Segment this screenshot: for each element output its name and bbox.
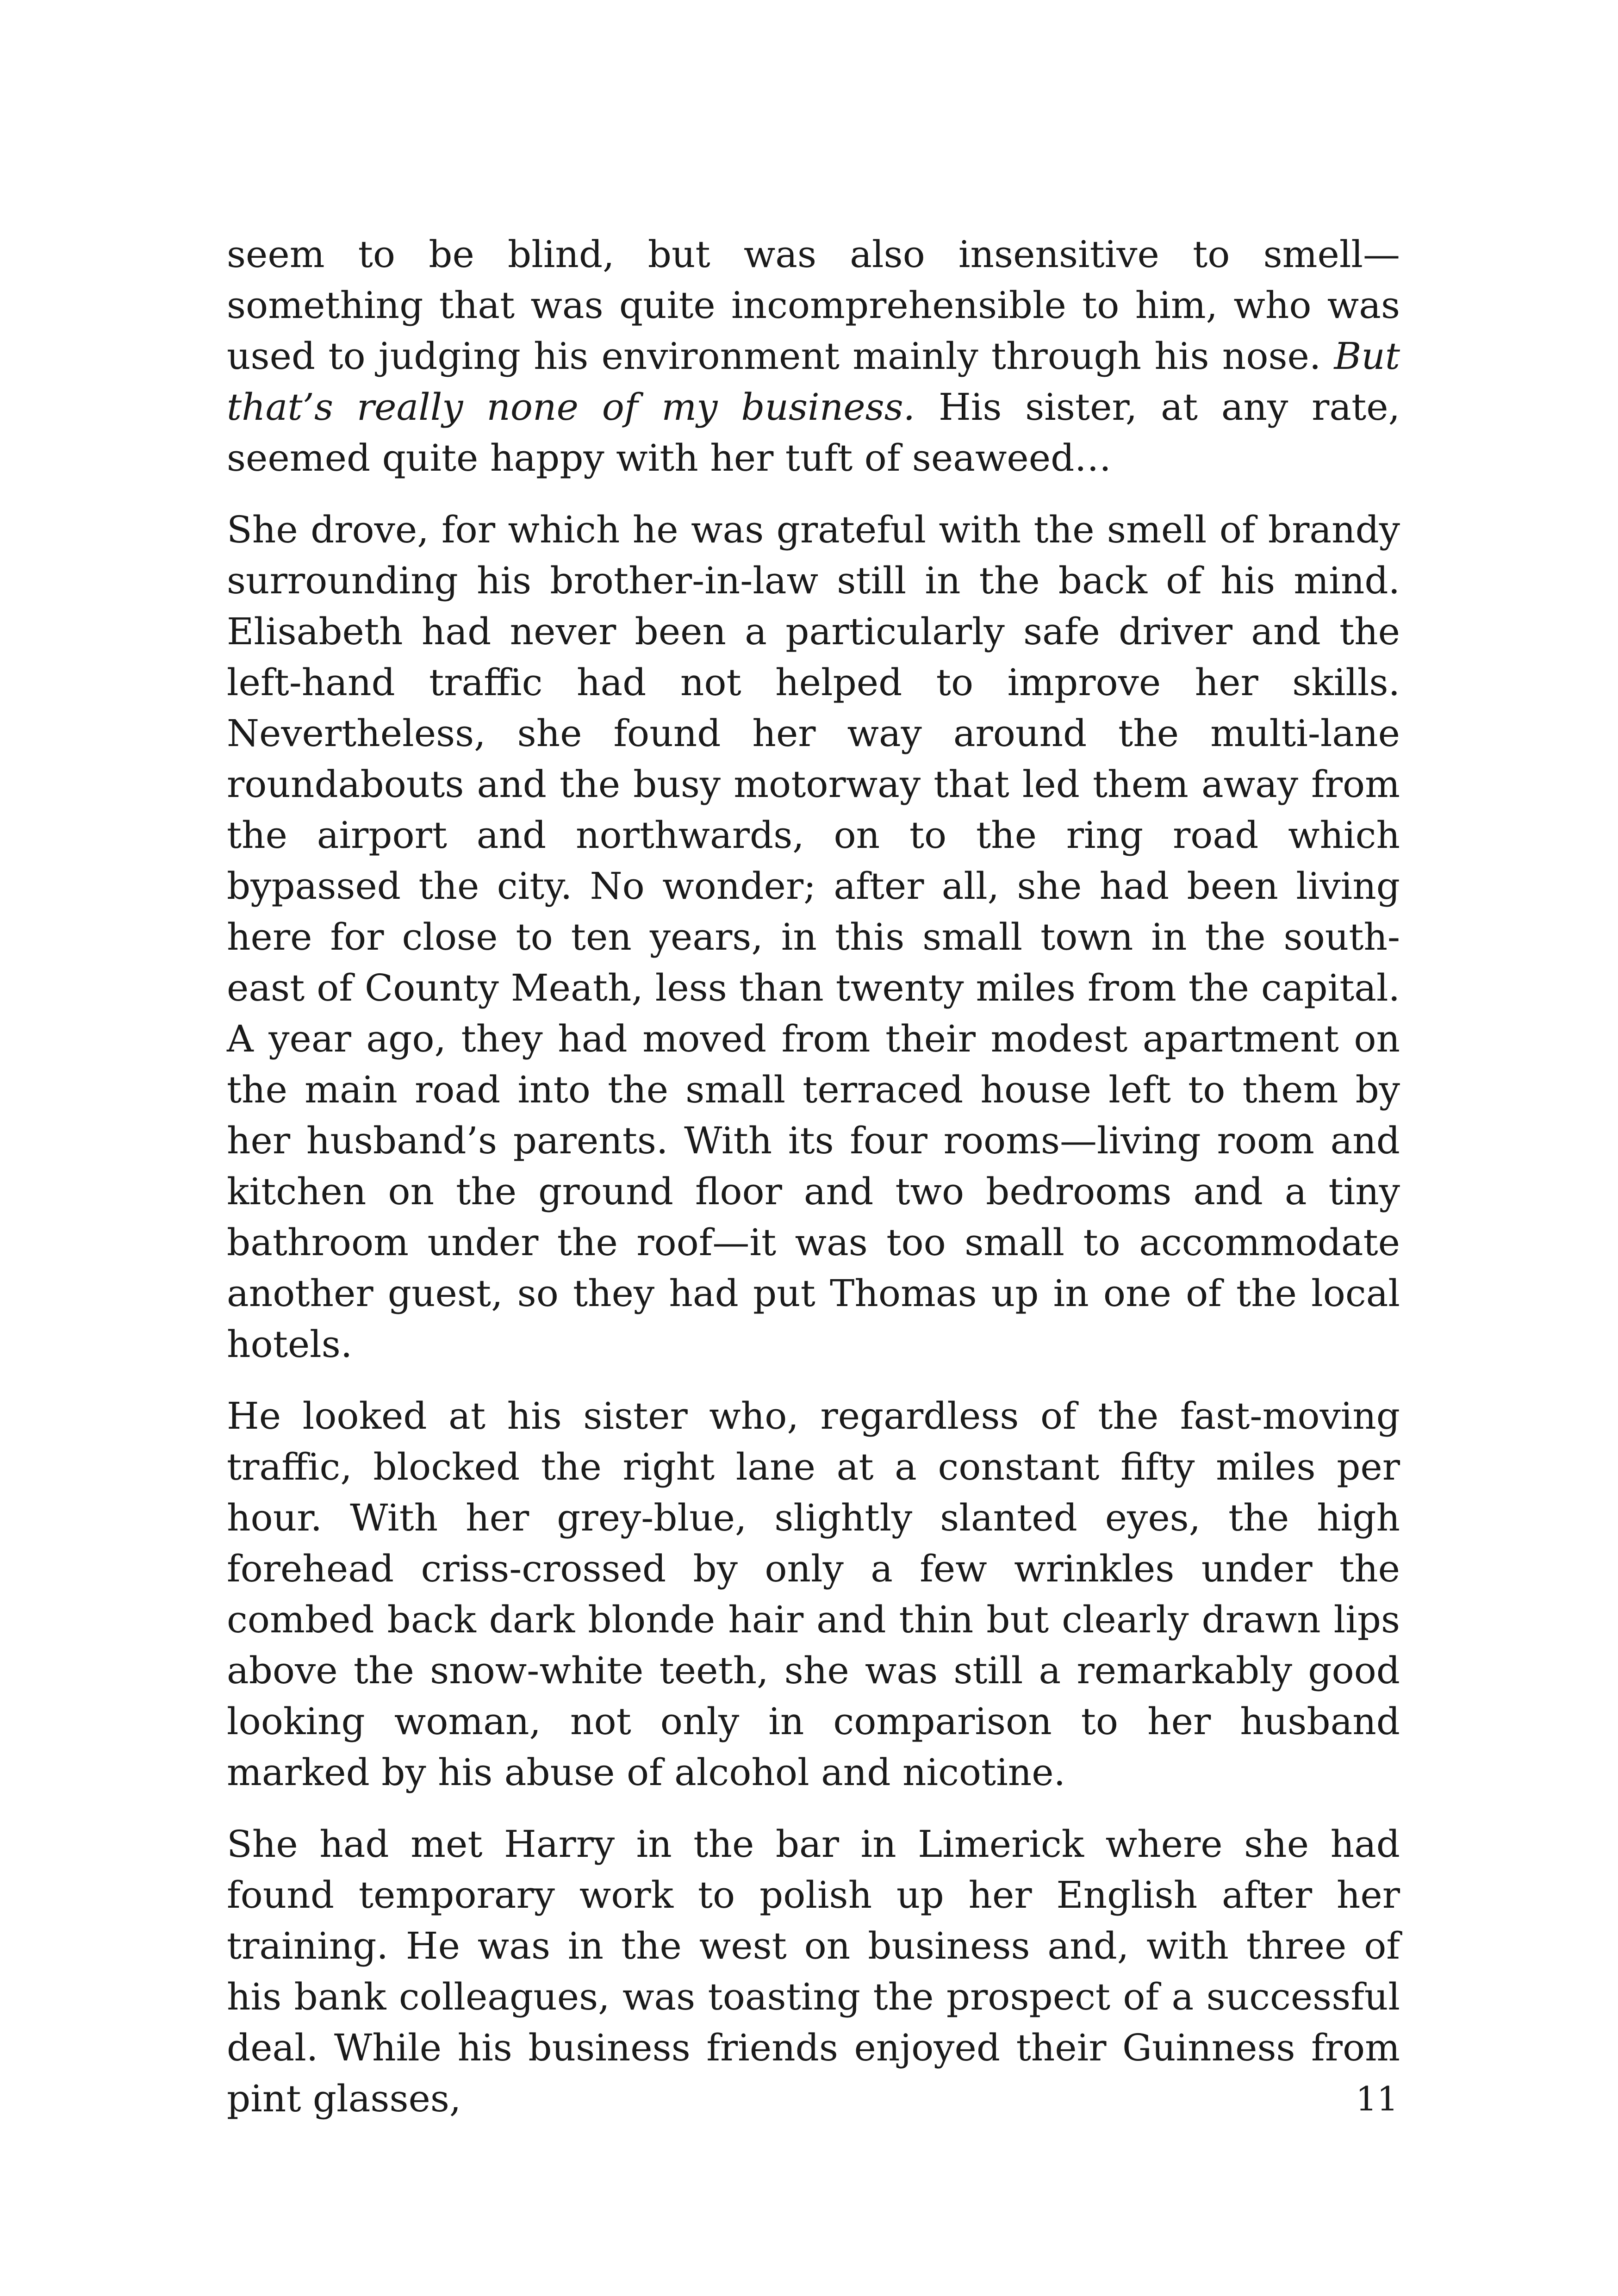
paragraph-3: He looked at his sister who, regardless of the fast-moving traffic, blocked the right lane at a constant fifty miles per hour. With her grey-blue, slightly slanted eyes, the high forehead criss-crossed by only a few wrinkles under the combed back dark blonde hair and thin but clearly drawn lips above the snow-white teeth, she was still a remarkably good looking woman, not only in comparison to her husband marked by his abuse of alcohol and nicotine. bbox=[227, 1394, 1400, 1794]
paragraph-2: She drove, for which he was grateful with the smell of brandy surrounding his brother-in-law still in the back of his mind. Elisabeth had never been a particularly safe driver and the left-hand traffic had not helped to improve her skills. Nevertheless, she found her way around the multi-lane roundabouts and the busy motorway that led them away from the airport and northwards, on to the ring road which bypassed the city. No wonder; after all, she had been living here for close to ten years, in this small town in the south-east of County Meath, less than twenty miles from the capital. A year ago, they had moved from their modest apartment on the main road into the small terraced house left to them by her husband’s parents. With its four rooms—living room and kitchen on the ground floor and two bedrooms and a tiny bathroom under the roof—it was too small to accommodate another guest, so they had put Thomas up in one of the local hotels. bbox=[227, 508, 1400, 1366]
paragraph-4: She had met Harry in the bar in Limerick where she had found temporary work to polish up her English after her training. He was in the west on business and, with three of his bank colleagues, was toasting the prospect of a successful deal. While his business friends enjoyed their Guinness from pint glasses, bbox=[227, 1823, 1400, 2120]
paragraph-1 bbox=[227, 229, 1400, 484]
body-text bbox=[227, 229, 1400, 2124]
paragraph-1-italic-thought: But that’s really none of my business. bbox=[227, 335, 1400, 429]
paragraph-1-text-end: His sister, at any rate, seemed quite happy with her tuft of seaweed… bbox=[227, 386, 1400, 479]
paragraph-1-text-start: seem to be blind, but was also insensitive to smell—something that was quite incomprehensible to him, who was used to judging his environment mainly through his nose. bbox=[227, 233, 1400, 378]
page-number: 11 bbox=[1356, 2079, 1398, 2118]
